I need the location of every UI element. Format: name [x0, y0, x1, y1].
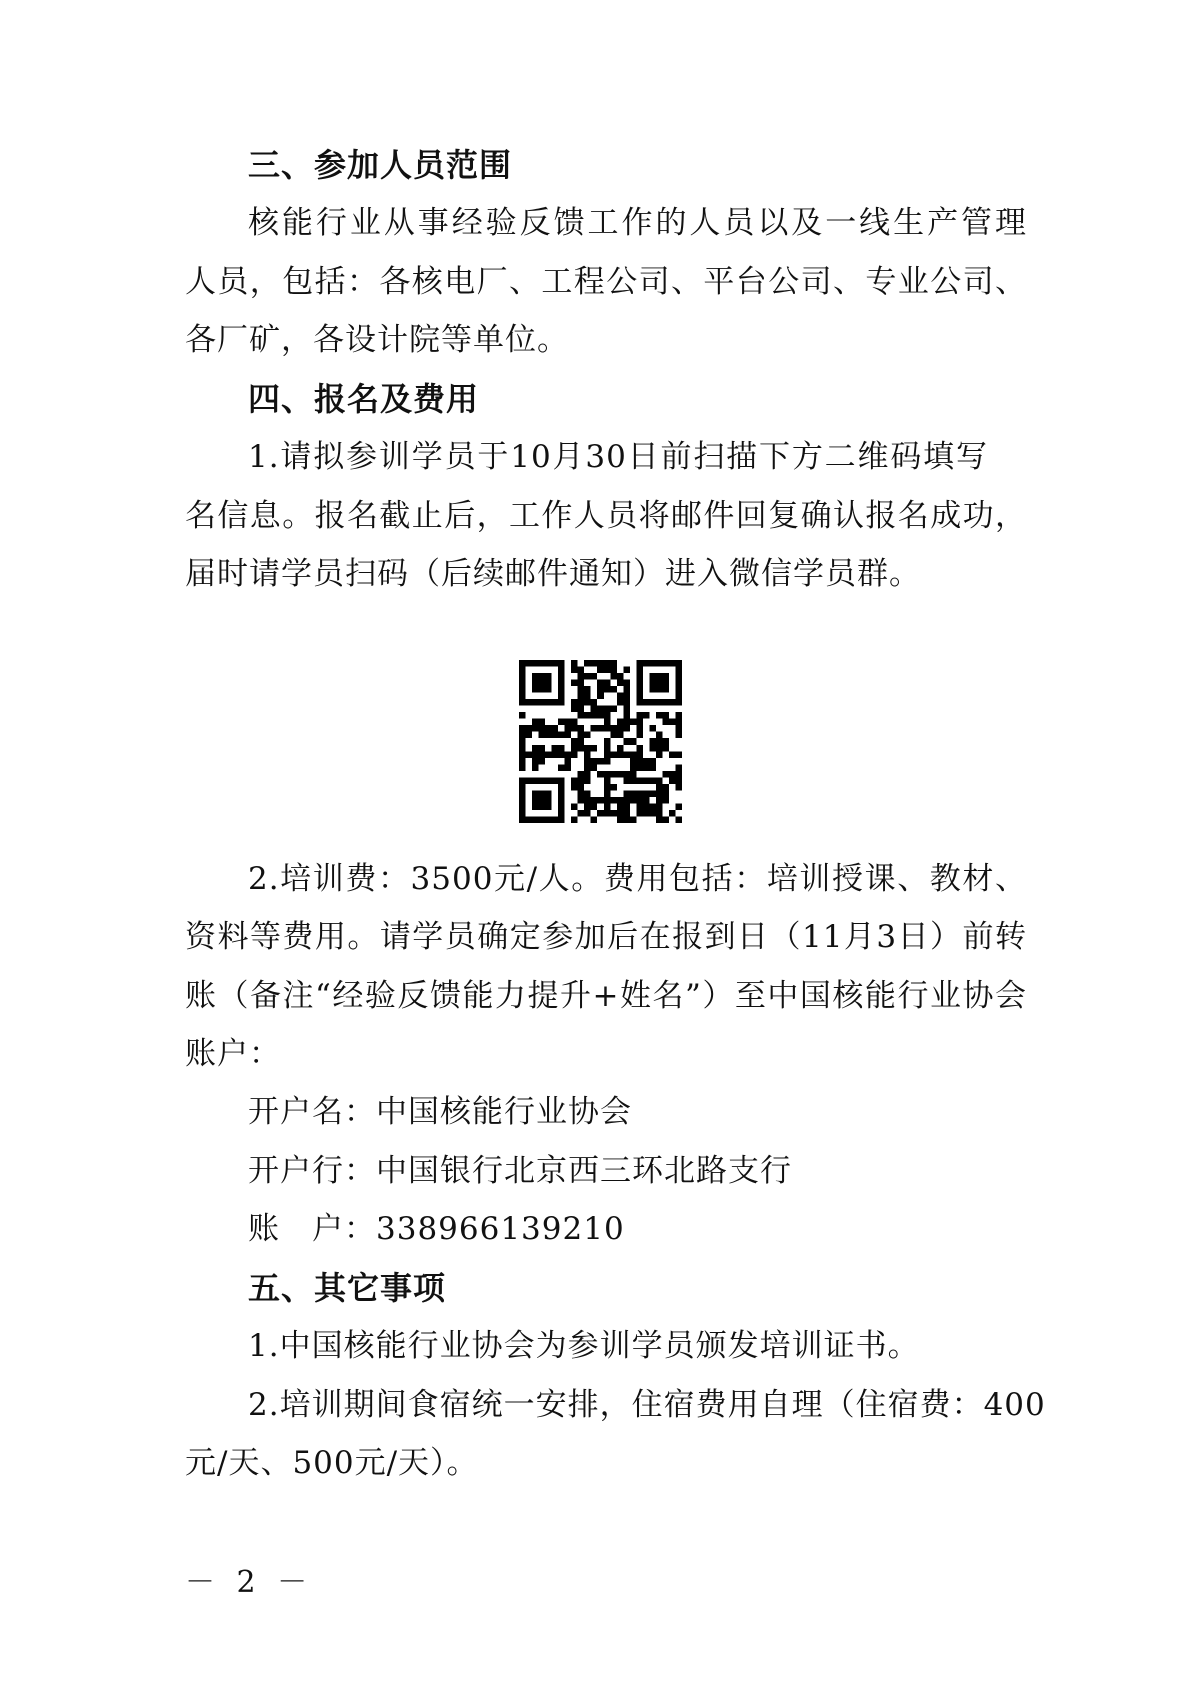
section-4-item-1-line-1: 1.请拟参训学员于10月30日前扫描下方二维码填写 [248, 439, 988, 475]
account-number: 账 户：338966139210 [248, 1211, 625, 1247]
account-name: 开户名：中国核能行业协会 [248, 1094, 632, 1130]
section-4-heading: 四、报名及费用 [248, 380, 480, 418]
section-4-item-1-line-2: 名信息。报名截止后，工作人员将邮件回复确认报名成功， [185, 498, 1027, 534]
bank-name: 开户行：中国银行北京西三环北路支行 [248, 1153, 792, 1189]
section-5-item-2-line-1: 2.培训期间食宿统一安排，住宿费用自理（住宿费：400 [248, 1387, 1046, 1423]
section-5-item-2-line-2: 元/天、500元/天）。 [185, 1445, 479, 1481]
section-5-item-1: 1.中国核能行业协会为参训学员颁发培训证书。 [248, 1328, 920, 1364]
section-3-line-3: 各厂矿，各设计院等单位。 [185, 322, 569, 358]
section-4-item-1-line-3: 届时请学员扫码（后续邮件通知）进入微信学员群。 [185, 556, 921, 592]
section-4-item-2-line-2: 资料等费用。请学员确定参加后在报到日（11月3日）前转 [185, 919, 1027, 955]
section-4-item-2-line-1: 2.培训费：3500元/人。费用包括：培训授课、教材、 [248, 861, 1027, 897]
qr-code-icon[interactable] [519, 660, 682, 823]
page-number: － 2 － [185, 1565, 314, 1600]
section-4-item-2-line-4: 账户： [185, 1036, 281, 1072]
section-5-heading: 五、其它事项 [248, 1269, 447, 1307]
section-3-heading: 三、参加人员范围 [248, 146, 513, 184]
section-3-line-1: 核能行业从事经验反馈工作的人员以及一线生产管理 [248, 205, 1027, 241]
section-4-item-2-line-3: 账（备注“经验反馈能力提升+姓名”）至中国核能行业协会 [185, 978, 1027, 1014]
section-3-line-2: 人员，包括：各核电厂、工程公司、平台公司、专业公司、 [185, 264, 1027, 300]
